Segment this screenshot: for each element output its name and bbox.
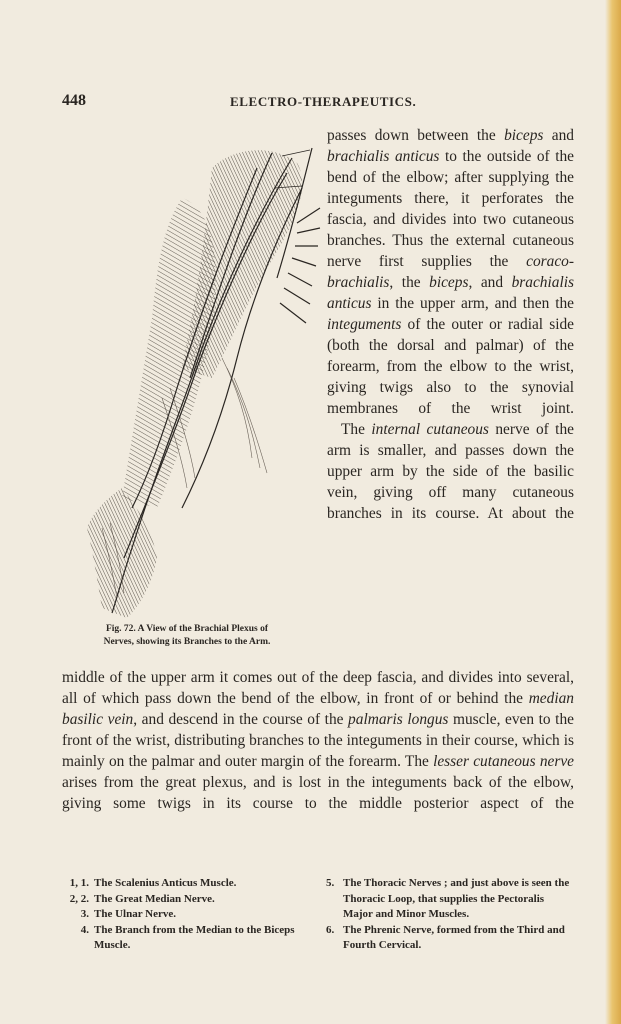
paragraph-external-cutaneous — [327, 125, 574, 419]
italic-term: brachialis anticus — [327, 274, 574, 312]
page-edge — [605, 0, 621, 1024]
italic-term: median basilic vein — [62, 690, 574, 728]
text-run: , the — [389, 274, 430, 291]
page-header — [62, 92, 574, 112]
italic-term: internal cutaneous — [371, 421, 489, 438]
italic-term: biceps — [504, 127, 544, 144]
legend-item — [62, 892, 310, 908]
page-number: 448 — [62, 92, 86, 109]
italic-term: coraco-brachialis — [327, 253, 574, 291]
legend-item — [62, 923, 310, 954]
figure-caption — [62, 623, 312, 649]
legend-item — [62, 876, 310, 892]
figure-caption-line-2: Nerves, showing its Branches to the Arm. — [103, 637, 271, 647]
legend-item — [326, 923, 574, 954]
legend-item — [326, 876, 574, 923]
legend-item — [62, 907, 310, 923]
italic-term: palmaris longus — [348, 711, 449, 728]
legend-text: The Branch from the Median to the Biceps Muscle. — [94, 923, 295, 952]
text-run: in the upper arm, and then the — [371, 295, 574, 312]
paragraph-continuation — [62, 667, 574, 814]
italic-term: biceps — [429, 274, 469, 291]
legend-text: The Scalenius Anticus Muscle. — [94, 877, 237, 889]
italic-term: integuments — [327, 316, 402, 333]
side-column-text — [327, 125, 574, 524]
main-body-text — [62, 667, 574, 814]
text-run: to the outside of the bend of the elbow; after supplying the integuments there, it perforates the fascia, and divides into two cutaneous branches. Thus the external cutaneous nerve first supplies the — [327, 148, 574, 270]
legend-number: 4. — [80, 923, 89, 936]
figure-legend-left — [62, 876, 310, 954]
text-run: nerve of the arm is smaller, and passes down the upper arm by the side of the basilic vein, giving off many cutaneous branches in its course. At about the — [327, 421, 574, 522]
text-run: and — [543, 127, 574, 144]
text-run: passes down between the — [327, 127, 505, 144]
text-run: , and descend in the course of the — [133, 711, 349, 728]
legend-number: 1, 1. — [69, 877, 89, 889]
text-run: of the outer or radial side (both the dorsal and palmar) of the forearm, from the elbow to the wrist, giving twigs also to the synovial membranes of the wrist joint. — [327, 316, 574, 417]
text-run: middle of the upper arm it comes out of the deep fascia, and divides into several, all of which pass down the bend of the elbow, in front of or behind the — [62, 669, 574, 707]
italic-term: lesser cutaneous nerve — [433, 753, 575, 770]
legend-text: The Phrenic Nerve, formed from the Third and Fourth Cervical. — [343, 923, 565, 952]
text-run: muscle, even to the front of the wrist, distributing branches to the integuments in their course, which is mainly on the palmar and outer margin of the forearm. The — [62, 711, 574, 770]
paragraph-internal-cutaneous — [327, 419, 574, 524]
legend-number: 2, 2. — [69, 892, 89, 905]
text-run: , and — [468, 274, 512, 291]
figure-caption-line-1: Fig. 72. A View of the Brachial Plexus of — [105, 624, 269, 634]
arm-nerve-illustration — [62, 128, 324, 620]
brachial-plexus-figure — [62, 128, 324, 620]
legend-number: 3. — [80, 908, 89, 921]
legend-text: The Ulnar Nerve. — [94, 908, 176, 921]
running-head: ELECTRO-THERAPEUTICS. — [230, 94, 417, 109]
figure-legend-right — [326, 876, 574, 954]
legend-number: 6. — [326, 923, 335, 936]
legend-number: 5. — [326, 877, 335, 889]
legend-text: The Thoracic Nerves ; and just above is seen the Thoracic Loop, that supplies the Pectoralis Major and Minor Muscles. — [343, 877, 570, 921]
italic-term: brachialis anticus — [327, 148, 440, 165]
text-run: The — [341, 421, 372, 438]
text-run: arises from the great plexus, and is lost in the integuments back of the elbow, giving some twigs in its course to the middle posterior aspect of the — [62, 774, 574, 812]
legend-text: The Great Median Nerve. — [94, 892, 215, 905]
